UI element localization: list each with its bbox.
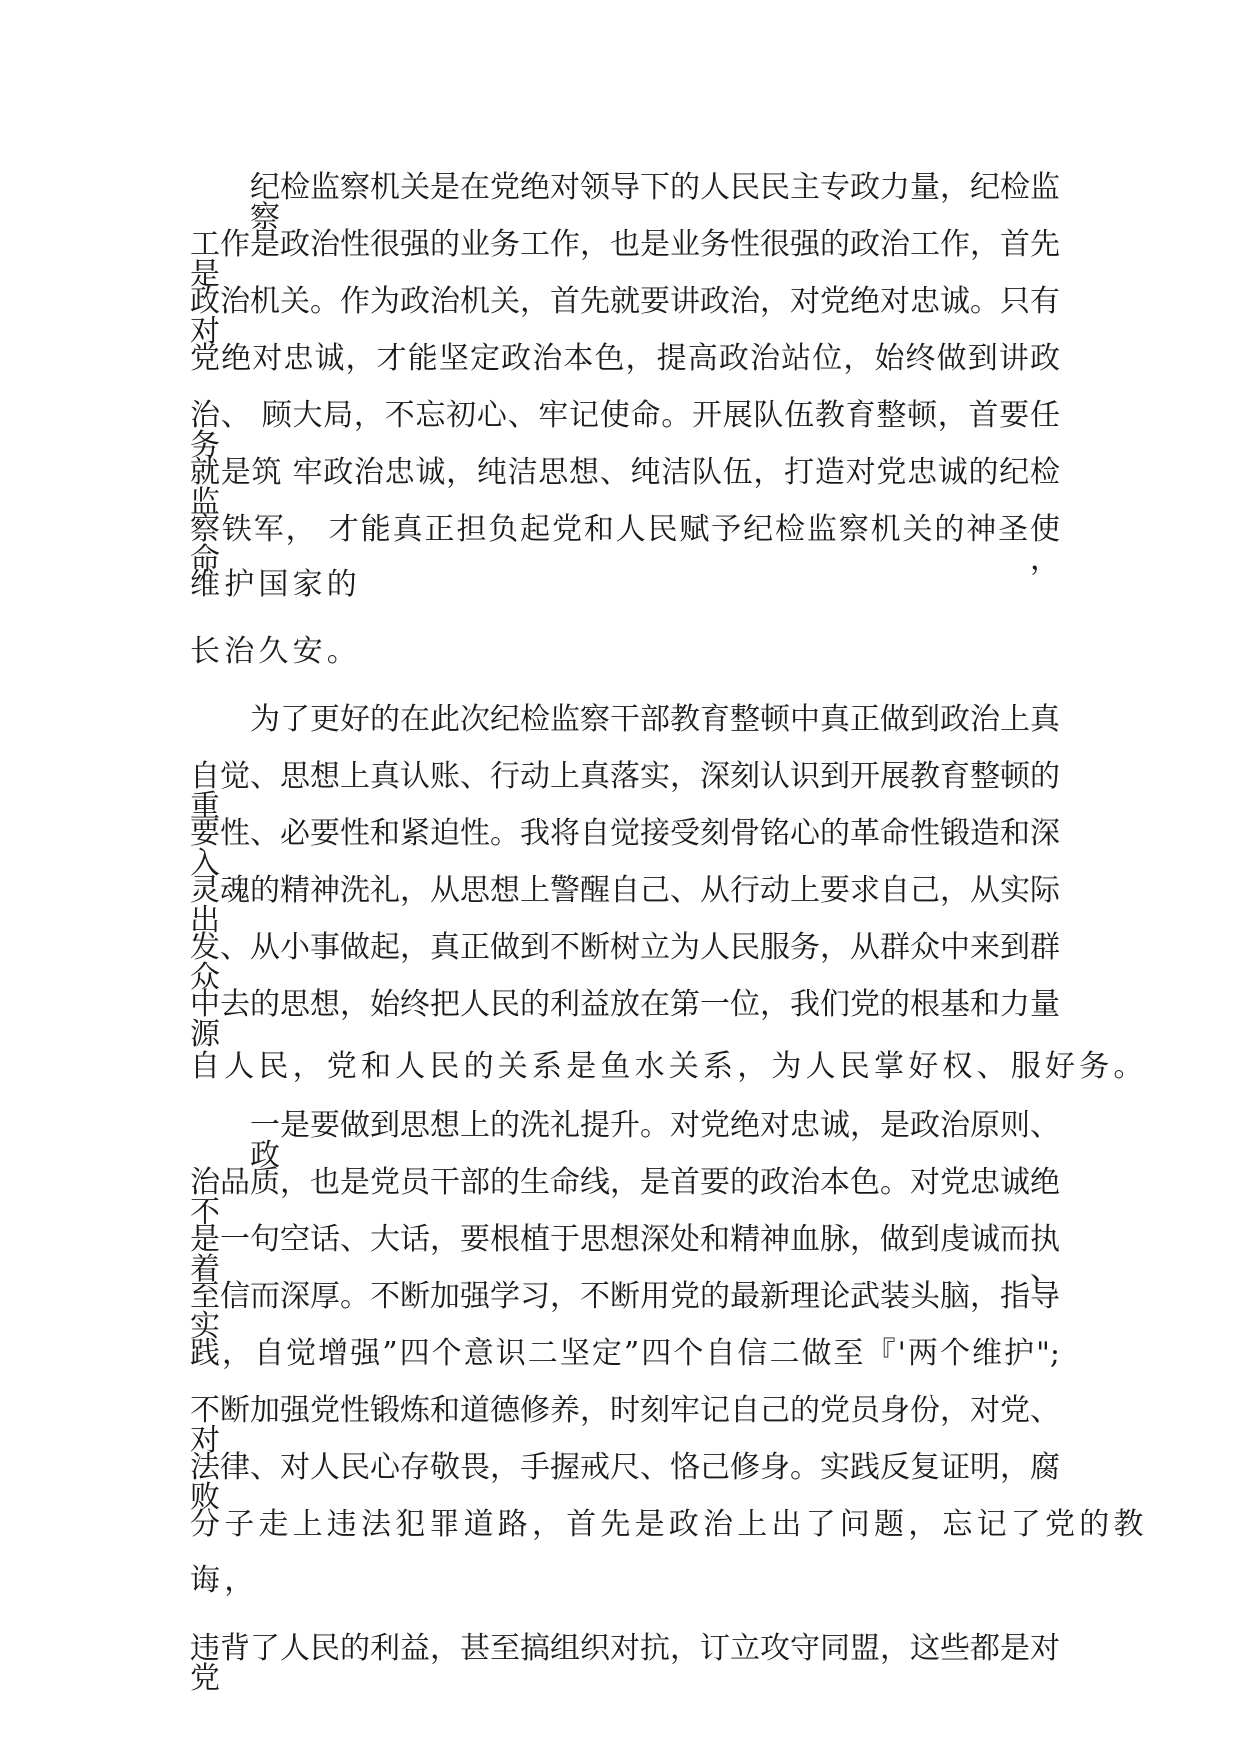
text-line: 违背了人民的利益，甚至搞组织对抗，订立攻守同盟，这些都是对党	[190, 1631, 1060, 1696]
text-line: 维护国家的	[190, 567, 361, 602]
text-line: 自觉、思想上真认账、行动上真落实，深刻认识到开展教育整顿的重	[190, 759, 1060, 824]
text-line: 法律、对人民心存敬畏，手握戒尺、恪己修身。实践反复证明，腐败	[190, 1450, 1060, 1515]
text-line: 分子走上违法犯罪道路，首先是政治上出了问题，忘记了党的教	[190, 1507, 1148, 1542]
text-line: 为了更好的在此次纪检监察干部教育整顿中真正做到政治上真	[250, 702, 1060, 737]
text-line: 政治机关。作为政治机关，首先就要讲政治，对党绝对忠诚。只有对	[190, 284, 1060, 349]
text-line: 诲，	[190, 1563, 259, 1598]
text-line: 长治久安。	[190, 634, 361, 669]
text-line: 治、 顾大局，不忘初心、牢记使命。开展队伍教育整顿，首要任务	[190, 398, 1060, 463]
text-line: 灵魂的精神洗礼，从思想上警醒自己、从行动上要求自己，从实际出	[190, 873, 1060, 938]
text-line: 工作是政治性很强的业务工作，也是业务性很强的政治工作，首先是	[190, 227, 1060, 292]
text-line: 要性、必要性和紧迫性。我将自觉接受刻骨铭心的革命性锻造和深入	[190, 816, 1060, 881]
text-line: 党绝对忠诚，才能坚定政治本色，提高政治站位，始终做到讲政	[190, 341, 1060, 376]
text-line: 自人民，党和人民的关系是鱼水关系，为人民掌好权、服好务。	[190, 1049, 1148, 1084]
text-line: 中去的思想，始终把人民的利益放在第一位，我们党的根基和力量源	[190, 987, 1060, 1052]
text-line: 是一句空话、大话，要根植于思想深处和精神血脉，做到虔诚而执着、	[190, 1222, 1060, 1287]
text-line: 纪检监察机关是在党绝对领导下的人民民主专政力量，纪检监察	[250, 170, 1060, 235]
text-line: 察铁军， 才能真正担负起党和人民赋予纪检监察机关的神圣使命，	[190, 512, 1060, 577]
text-line: 就是筑 牢政治忠诚，纯洁思想、纯洁队伍，打造对党忠诚的纪检监	[190, 455, 1060, 520]
text-line: 发、从小事做起，真正做到不断树立为人民服务，从群众中来到群众	[190, 930, 1060, 995]
text-line: 不断加强党性锻炼和道德修养，时刻牢记自己的党员身份，对党、对	[190, 1393, 1060, 1458]
text-line: 一是要做到思想上的洗礼提升。对党绝对忠诚，是政治原则、政	[250, 1108, 1060, 1173]
text-line: 至信而深厚。不断加强学习，不断用党的最新理论武装头脑，指导实	[190, 1279, 1060, 1344]
text-line: 践，自觉增强”四个意识二坚定”四个自信二做至『'两个维护";	[190, 1336, 1060, 1371]
text-line: 治品质，也是党员干部的生命线，是首要的政治本色。对党忠诚绝不	[190, 1165, 1060, 1230]
